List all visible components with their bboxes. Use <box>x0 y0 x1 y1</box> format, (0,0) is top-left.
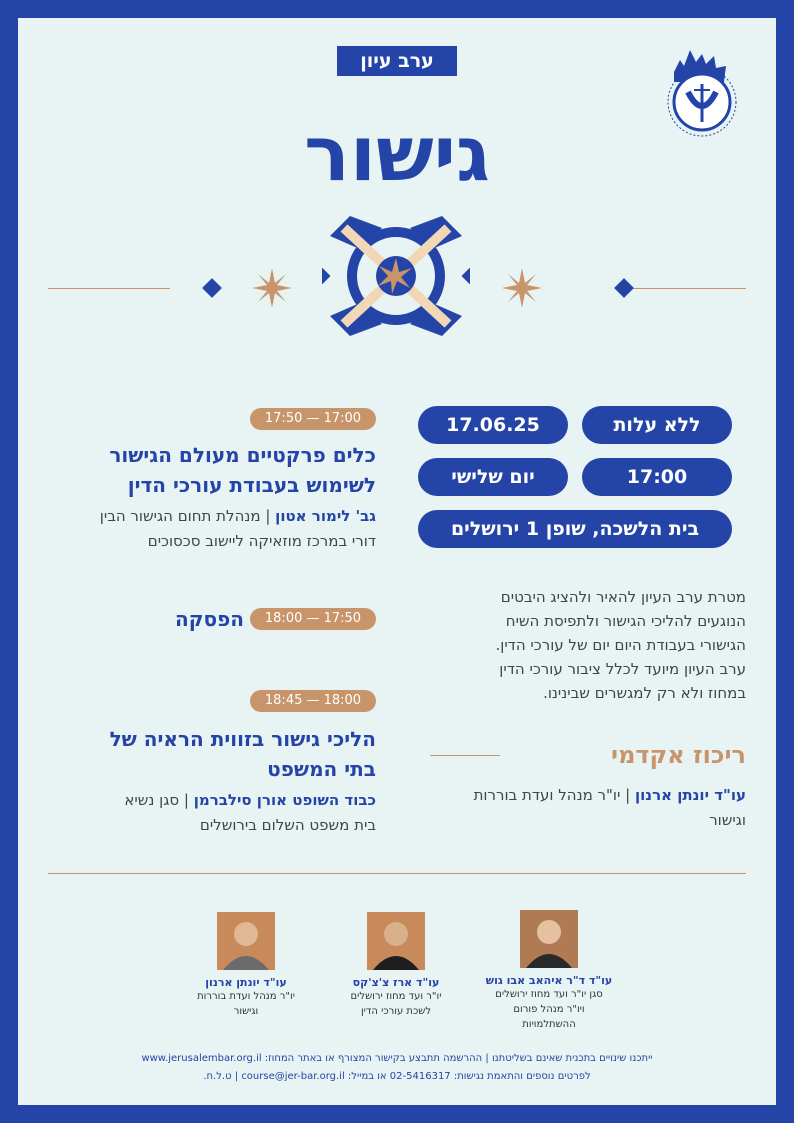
event-type-badge: ערב עיון <box>337 46 457 76</box>
star-burst-icon <box>502 268 542 308</box>
speaker-photo <box>367 912 425 970</box>
day-pill: יום שלישי <box>418 458 568 496</box>
location-pill: בית הלשכה, שופן 1 ירושלים <box>418 510 732 548</box>
person-icon <box>520 910 578 968</box>
speakers-divider <box>48 873 746 874</box>
person-icon <box>367 912 425 970</box>
diamond-icon <box>612 276 636 300</box>
poster <box>18 18 776 1105</box>
page-title: גישור <box>304 109 490 198</box>
session-time-badge: 17:50 — 17:00 <box>250 408 376 430</box>
date-pill: 17.06.25 <box>418 406 568 444</box>
session-3 <box>38 724 376 838</box>
speaker-photo <box>520 910 578 968</box>
session-1 <box>38 440 376 554</box>
speaker-card: עו"ד ד"ר איהאב אבו גוש סגן יו"ר ועד מחוז ירושלים ויו"ר מנהל פורום ההשתלמויות <box>485 974 613 1030</box>
time-pill: 17:00 <box>582 458 732 496</box>
session-title: כלים פרקטיים מעולם הגישור לשימוש בעבודת עורכי הדין <box>109 443 376 497</box>
session-title: הליכי גישור בזווית הראיה של בתי המשפט <box>109 727 376 781</box>
ornament-divider-left <box>48 288 170 289</box>
session-speaker: גב' לימור אטון | מנהלת תחום הגישור הבין דורי במרכז מוזאיקה ליישוב סכסוכים <box>99 507 376 550</box>
speaker-card: עו"ד ארז צ'צ'קס יו"ר ועד מחוז ירושלים לשכת עורכי הדין <box>350 976 442 1017</box>
session-speaker: כבוד השופט אורן סילברמן | סגן נשיא בית משפט השלום בירושלים <box>124 791 376 834</box>
event-description: מטרת ערב העיון להאיר ולהציג היבטים הנוגעים להליכי הגישור ולתפיסת השיח הגישורי בעבודת היום יום של עורכי הדין. ערב העיון מיועד לכלל ציבור עורכי הדין במחוז ולא רק למגשרים שבינינו. <box>495 588 746 702</box>
star-burst-icon <box>252 268 292 308</box>
academic-coordinator: עו"ד יונתן ארנון | יו"ר מנהל ועדת בוררות וגישור <box>473 786 746 829</box>
diamond-icon <box>200 276 224 300</box>
ornament-divider-right <box>624 288 746 289</box>
mosaic-ornament-icon <box>322 214 470 338</box>
academic-divider <box>430 755 500 756</box>
break-time-badge: 18:00 — 17:50 <box>250 608 376 630</box>
footer-note: ייתכנו שינויים בתכנית שאינם בשליטתנו | ההרשמה תתבצע בקישור המצורף או באתר המחוז: www.jerusalembar.org.il לפרטים נוספים והתאמת נגישות: 02-5416317 או במייל: course@jer-bar.org.il | ט.ל.ח. <box>141 1053 653 1082</box>
free-admission-pill: ללא עלות <box>582 406 732 444</box>
speaker-card: עו"ד יונתן ארנון יו"ר מנהל ועדת בוררות וגישור <box>197 976 295 1017</box>
person-icon <box>217 912 275 970</box>
speaker-photo <box>217 912 275 970</box>
academic-heading: ריכוז אקדמי <box>611 741 746 769</box>
session-time-badge: 18:45 — 18:00 <box>250 690 376 712</box>
break-title: הפסקה <box>175 607 244 631</box>
